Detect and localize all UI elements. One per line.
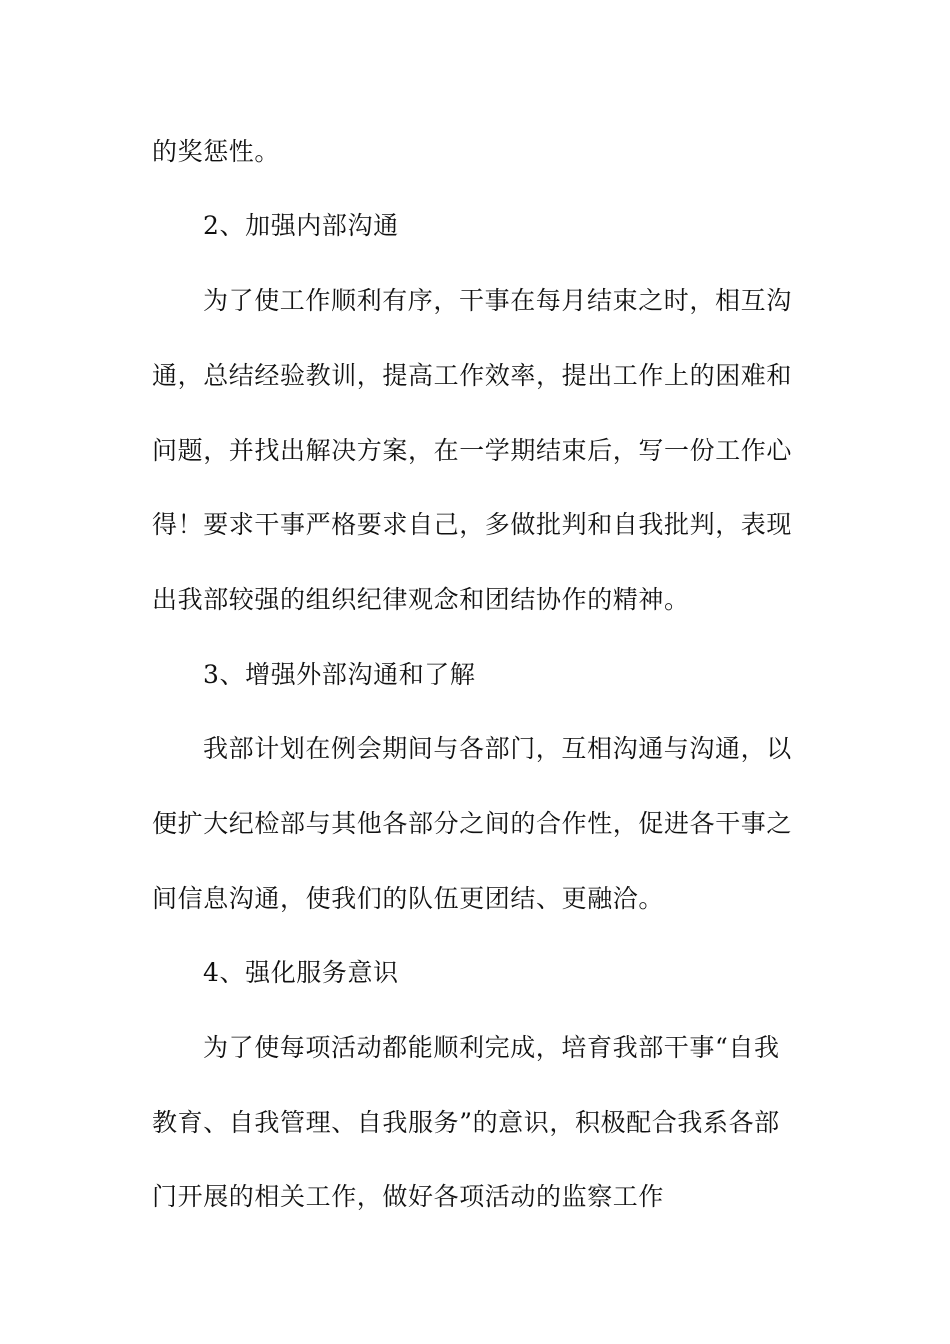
paragraph-line: 问题，并找出解决方案，在一学期结束后，写一份工作心 [152,436,793,465]
paragraph-line: 出我部较强的组织纪律观念和团结协作的精神。 [152,585,690,614]
section-heading: 2、加强内部沟通 [203,211,399,240]
section-heading: 4、强化服务意识 [203,958,399,987]
paragraph-line: 通，总结经验教训，提高工作效率，提出工作上的困难和 [152,361,793,390]
paragraph-line: 间信息沟通，使我们的队伍更团结、更融洽。 [152,884,665,913]
paragraph-line: 得！要求干事严格要求自己，多做批判和自我批判，表现 [152,510,793,539]
paragraph-line: 门开展的相关工作，做好各项活动的监察工作 [152,1182,665,1211]
paragraph-line: 的奖惩性。 [152,137,281,166]
paragraph-line: 教育、自我管理、自我服务”的意识，积极配合我系各部 [152,1108,780,1137]
section-heading: 3、增强外部沟通和了解 [203,660,476,689]
paragraph-line: 为了使工作顺利有序，干事在每月结束之时，相互沟 [203,286,792,315]
paragraph-line: 便扩大纪检部与其他各部分之间的合作性，促进各干事之 [152,809,793,838]
paragraph-line: 为了使每项活动都能顺利完成，培育我部干事“自我 [203,1033,780,1062]
paragraph-line: 我部计划在例会期间与各部门，互相沟通与沟通，以 [203,734,792,763]
